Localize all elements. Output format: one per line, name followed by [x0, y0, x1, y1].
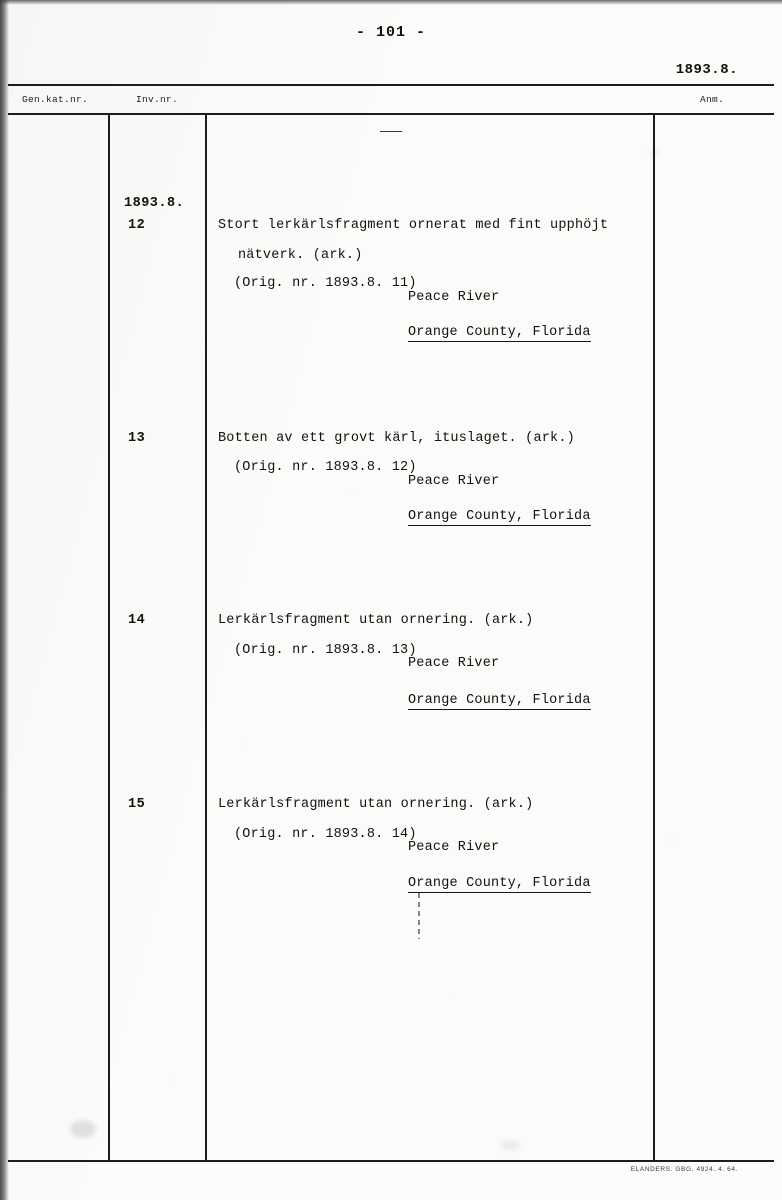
inventory-number: 12: [128, 218, 146, 233]
entry-description-line-1: Lerkärlsfragment utan ornering. (ark.): [218, 613, 534, 628]
scan-edge-left: [0, 0, 9, 1200]
entry-description-line-1: Stort lerkärlsfragment ornerat med fint upphöjt: [218, 218, 609, 233]
page-number: - 101 -: [355, 24, 426, 41]
scan-edge-top: [0, 0, 782, 5]
inventory-number: 14: [128, 613, 146, 628]
entry-original-number: (Orig. nr. 1893.8. 13): [234, 643, 417, 658]
table-column-divider-3: [653, 113, 655, 1160]
table-top-rule: [8, 84, 774, 86]
inventory-number: 15: [128, 797, 146, 812]
entry-description-line-1: Lerkärlsfragment utan ornering. (ark.): [218, 797, 534, 812]
table-bottom-rule: [8, 1160, 774, 1162]
entry-group-year: 1893.8.: [124, 196, 185, 211]
entry-site: Peace River: [408, 840, 500, 855]
scan-smudge: [500, 1140, 520, 1150]
entry-region: Orange County, Florida: [408, 509, 591, 524]
entry-region: Orange County, Florida: [408, 876, 591, 891]
entry-description-line-1: Botten av ett grovt kärl, ituslaget. (ark.): [218, 431, 575, 446]
table-column-divider-2: [205, 113, 207, 1160]
entry-description-line-2: nätverk. (ark.): [238, 248, 363, 263]
entry-site: Peace River: [408, 290, 500, 305]
column-header-anm: Anm.: [700, 94, 725, 105]
entry-original-number: (Orig. nr. 1893.8. 14): [234, 827, 417, 842]
entry-site: Peace River: [408, 656, 500, 671]
table-header-rule: [8, 113, 774, 115]
scan-smudge: [70, 1120, 96, 1138]
inventory-number: 13: [128, 431, 146, 446]
column-header-inv-nr: Inv.nr.: [136, 94, 179, 105]
printer-mark: ELANDERS. GBG. 4924. 4. 64.: [630, 1166, 738, 1173]
entry-original-number: (Orig. nr. 1893.8. 12): [234, 460, 417, 475]
column-header-gen-kat-nr: Gen.kat.nr.: [22, 94, 89, 105]
entry-site: Peace River: [408, 474, 500, 489]
entry-region: Orange County, Florida: [408, 325, 591, 340]
catalog-year-header: 1893.8.: [675, 62, 738, 78]
entry-region: Orange County, Florida: [408, 693, 591, 708]
ink-streak: [418, 893, 420, 939]
entry-original-number: (Orig. nr. 1893.8. 11): [234, 276, 417, 291]
table-column-divider-1: [108, 113, 110, 1160]
stray-ink-dash: [380, 131, 402, 132]
